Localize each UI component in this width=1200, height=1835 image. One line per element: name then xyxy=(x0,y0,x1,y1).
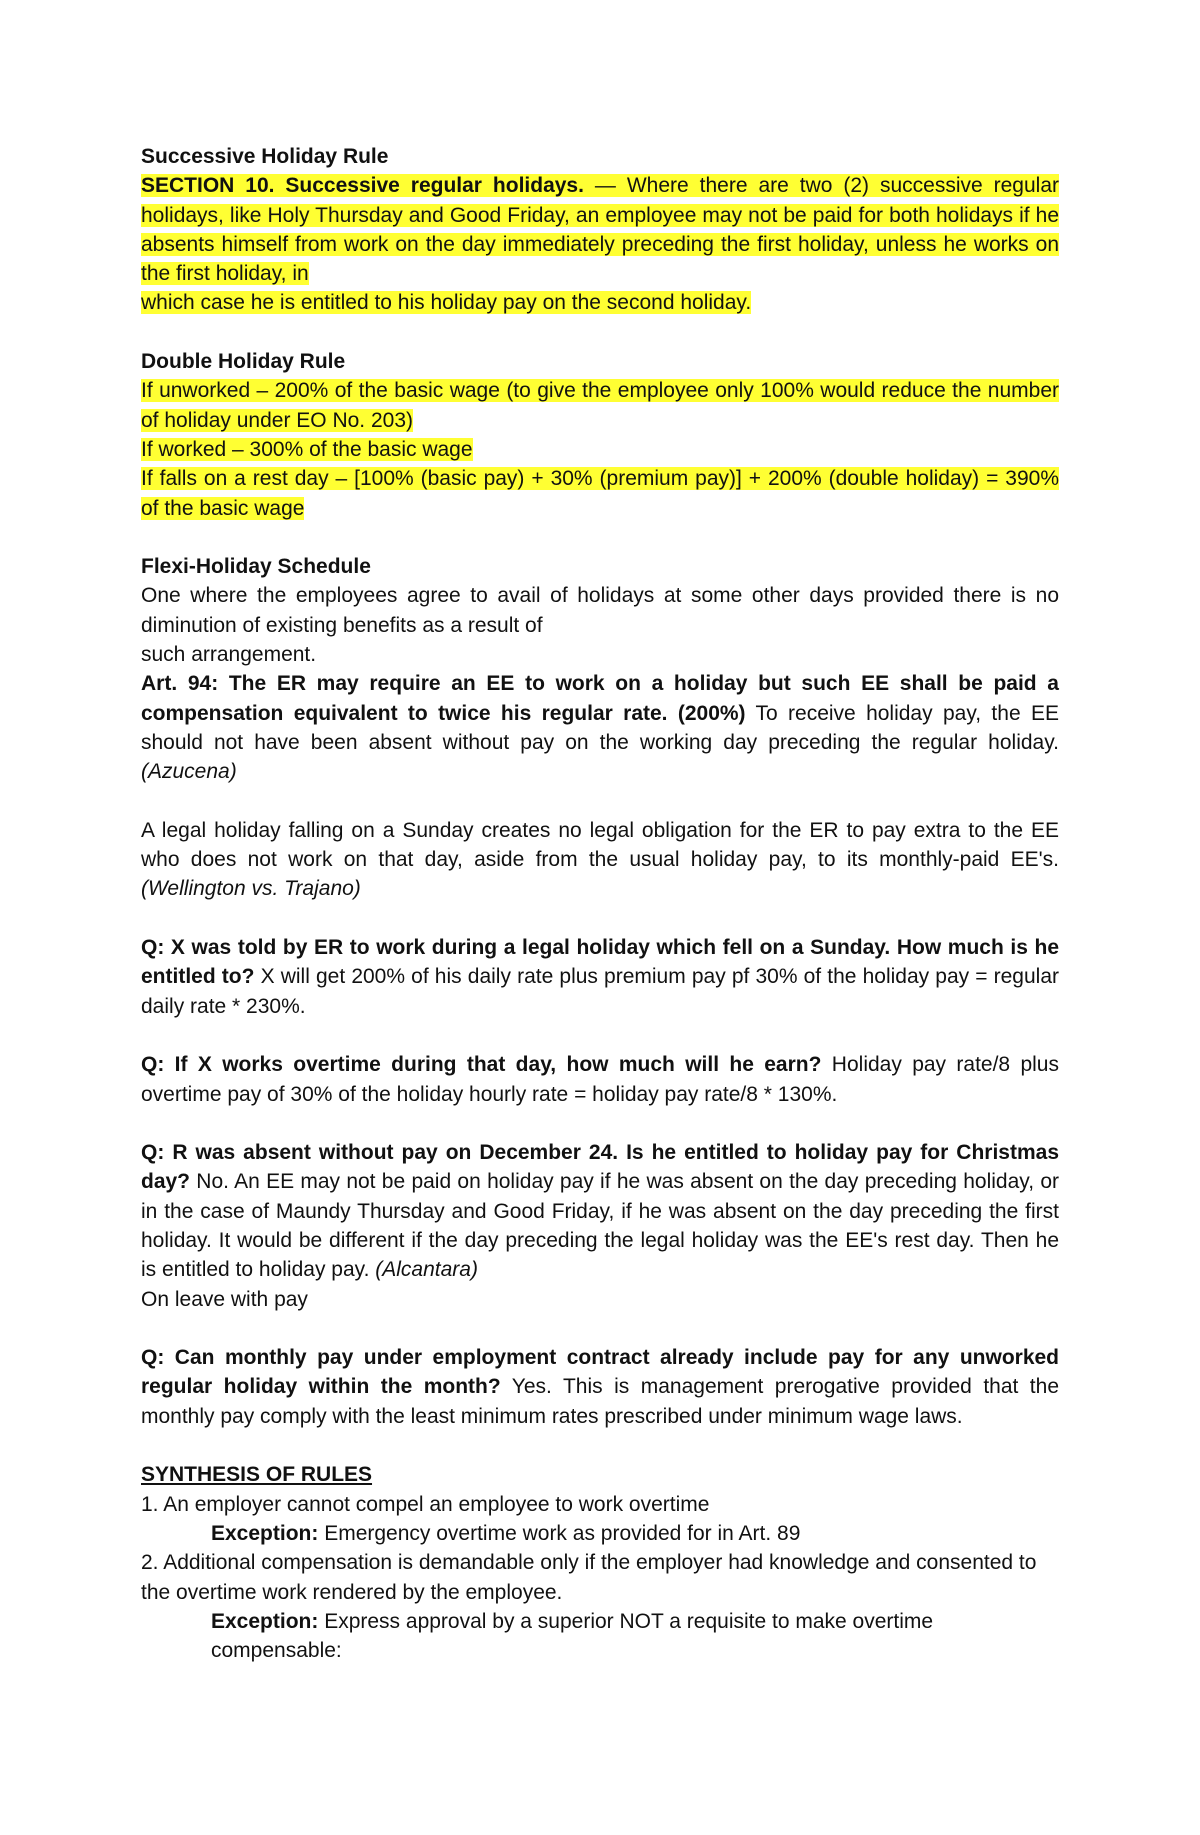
q2-paragraph xyxy=(141,1050,1059,1109)
q3-tail: On leave with pay xyxy=(141,1287,308,1311)
q1-answer: X will get 200% of his daily rate plus premium pay pf 30% of the holiday pay = regular daily rate * 230%. xyxy=(141,965,1060,1018)
q4-answer: Yes. This is management prerogative provided that the monthly pay comply with the least minimum rates prescribed under minimum wage laws. xyxy=(141,1375,1060,1428)
spacer xyxy=(141,523,1059,552)
q3-paragraph xyxy=(141,1138,1059,1284)
spacer xyxy=(141,318,1059,347)
double-heading: Double Holiday Rule xyxy=(141,350,346,374)
sunday-case: (Wellington vs. Trajano) xyxy=(141,877,361,901)
q2-question: Q: If X works overtime during that day, how much will he earn? xyxy=(141,1053,822,1077)
spacer xyxy=(141,1431,1059,1460)
synthesis-heading: SYNTHESIS OF RULES xyxy=(141,1463,373,1487)
q4-question: Q: Can monthly pay under employment contract already include pay for any unworked regular holiday within the month? xyxy=(141,1346,1059,1399)
synthesis-rule-2: 2. Additional compensation is demandable only if the employer had knowledge and consented to the overtime work rendered by the employee. xyxy=(141,1551,1037,1604)
spacer xyxy=(141,1109,1059,1138)
spacer xyxy=(141,904,1059,933)
double-unworked: If unworked – 200% of the basic wage (to give the employee only 100% would reduce the number of holiday under EO No. 203) xyxy=(141,379,1059,432)
double-worked-paragraph xyxy=(141,435,1059,464)
exception-2-text: Express approval by a superior NOT a requisite to make overtime compensable: xyxy=(211,1609,934,1663)
section-10-text: — Where there are two (2) successive regular holidays, like Holy Thursday and Good Friday, an employee may not be paid for both holidays if he absents himself from work on the day immediately preceding the first holiday, unless he works on the first holiday, in xyxy=(141,174,1059,286)
synthesis-rule-1: 1. An employer cannot compel an employee to work overtime xyxy=(141,1492,710,1516)
double-unworked-paragraph xyxy=(141,376,1059,435)
flexi-definition-tail: such arrangement. xyxy=(141,643,317,667)
q1-paragraph xyxy=(141,933,1059,1021)
spacer xyxy=(141,787,1059,816)
section-10-tail-paragraph xyxy=(141,288,1059,317)
q3-question: Q: R was absent without pay on December 24. Is he entitled to holiday pay for Christmas day? xyxy=(141,1141,1059,1194)
art-94-text: To receive holiday pay, the EE should not have been absent without pay on the working day preceding the regular holiday. xyxy=(141,701,1059,754)
section-10-tail: which case he is entitled to his holiday pay on the second holiday. xyxy=(141,291,752,315)
q2-answer: Holiday pay rate/8 plus overtime pay of 30% of the holiday hourly rate = holiday pay rate/8 * 130%. xyxy=(141,1053,1059,1106)
successive-heading: Successive Holiday Rule xyxy=(141,145,389,168)
flexi-heading: Flexi-Holiday Schedule xyxy=(141,555,371,579)
q1-question: Q: X was told by ER to work during a legal holiday which fell on a Sunday. How much is he entitled to? xyxy=(141,936,1059,989)
synthesis-exception-1 xyxy=(141,1519,1059,1548)
spacer xyxy=(141,1021,1059,1050)
art-94-bold: Art. 94: The ER may require an EE to work on a holiday but such EE shall be paid a compensation equivalent to twice his regular rate. (200%) xyxy=(141,672,1059,725)
sunday-text: A legal holiday falling on a Sunday creates no legal obligation for the ER to pay extra to the EE who does not work on that day, aside from the usual holiday pay, to its monthly-paid EE's. xyxy=(141,818,1059,872)
q4-paragraph xyxy=(141,1343,1059,1431)
sunday-paragraph xyxy=(141,816,1059,904)
double-rest-day-paragraph xyxy=(141,464,1059,523)
q3-answer: No. An EE may not be paid on holiday pay if he was absent on the day preceding holiday, or in the case of Maundy Thursday and Good Friday, if he was absent on the day preceding the first holiday. It would be different if the day preceding the legal holiday was the EE's rest day. Then he is entitled to holiday pay. xyxy=(141,1170,1059,1282)
synthesis-exception-2 xyxy=(141,1607,1059,1666)
double-rest-day: If falls on a rest day – [100% (basic pay) + 30% (premium pay)] + 200% (double holiday) = 390% of the basic wage xyxy=(141,467,1059,520)
exception-1-text: Emergency overtime work as provided for in Art. 89 xyxy=(318,1521,801,1545)
section-10-title: SECTION 10. Successive regular holidays. xyxy=(141,174,584,198)
flexi-definition: One where the employees agree to avail of holidays at some other days provided there is no diminution of existing benefits as a result of xyxy=(141,584,1059,637)
exception-label: Exception: xyxy=(211,1521,319,1545)
spacer xyxy=(141,1314,1059,1343)
art-94-paragraph xyxy=(141,669,1059,786)
double-worked: If worked – 300% of the basic wage xyxy=(141,437,473,461)
section-10-paragraph xyxy=(141,171,1059,288)
section-10-highlight xyxy=(141,174,1059,285)
art-94-case: (Azucena) xyxy=(141,760,237,784)
q3-case: (Alcantara) xyxy=(375,1258,478,1282)
exception-label: Exception: xyxy=(211,1609,319,1633)
